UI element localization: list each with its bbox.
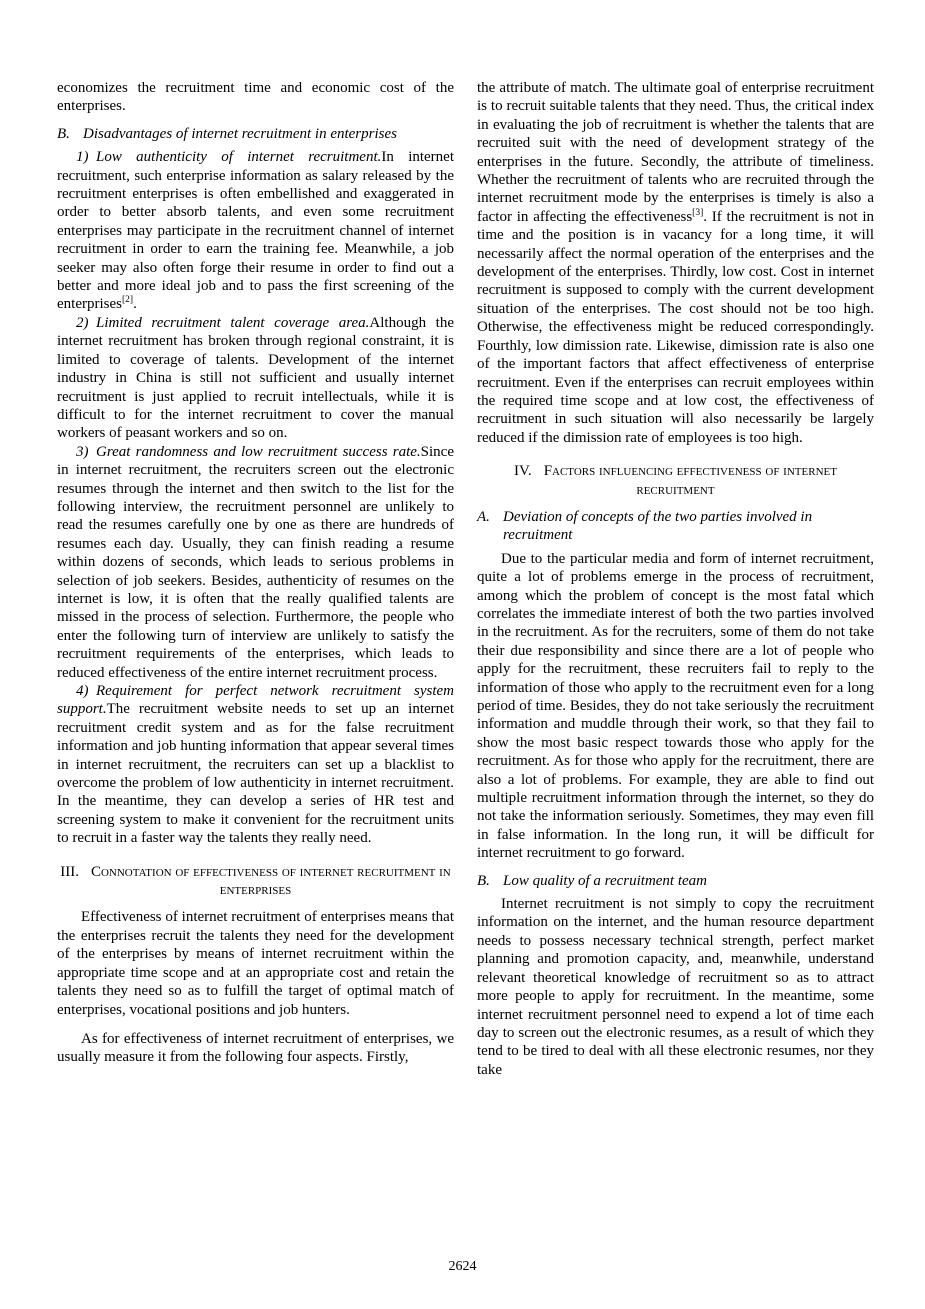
page-number: 2624 <box>448 1259 477 1274</box>
text-run: economizes the recruitment time and economic cost of the enterprises. <box>57 80 454 115</box>
section-number: III. <box>60 863 79 880</box>
subsection-title: Low quality of a recruitment team <box>503 872 708 889</box>
subsection-title: Disadvantages of internet recruitment in enterprises <box>83 125 397 142</box>
paragraph <box>477 550 874 863</box>
italic-run: 2) Limited recruitment talent coverage area. <box>76 314 370 331</box>
citation-superscript: [3] <box>692 207 704 218</box>
text-run: Although the internet recruitment has broken through regional constraint, it is limited to coverage of talents. Development of the internet industry in China is still not sufficient and usually internet recruitment is just applied to recruit intellectuals, while it is difficult to for the internet recruitment to cover the manual workers of peasant workers and so on. <box>57 314 454 442</box>
subsection-number: B. <box>57 125 70 142</box>
subsection-heading <box>57 125 454 143</box>
text-run: The recruitment website needs to set up an internet recruitment credit system and as for the false recruitment information and job hunting information that appear several times in internet recruitment, the recruiters can set up a blacklist to overcome the problem of low authenticity in internet recruitment. In the meantime, they can develop a series of HR test and screening system to make it convenient for the recruitment units to recruit in a faster way the talents they really need. <box>57 701 454 847</box>
subsection-heading <box>477 872 874 890</box>
right-column <box>477 79 874 1079</box>
text-run: Internet recruitment is not simply to copy the recruitment information on the internet, and the human resource department needs to possess necessary technical strength, perfect market planning and promotion capacity, and, meanwhile, understand relevant theoretical knowledge of recruitment so as to attract more people to apply for recruitment. In the meantime, some internet recruitment personnel need to expend a lot of time each day to screen out the electronic resumes, as a result of which they tend to be tired to deal with all these electronic resumes, nor they take <box>477 896 874 1078</box>
subsection-number: A. <box>477 508 490 525</box>
paragraph <box>57 908 454 1018</box>
paragraph <box>57 314 454 443</box>
subsection-heading <box>477 508 874 545</box>
citation-superscript: [2] <box>121 295 134 306</box>
paragraph <box>57 1030 454 1067</box>
text-run: the attribute of match. The ultimate goal of enterprise recruitment is to recruit suitable talents that they need. Thus, the critical index in evaluating the job of recruitment is whether the talents that are recruited suit with the need of development strategy of the enterprises in the future. Secondly, the attribute of timeliness. Whether the recruitment of talents who are recruited through the internet recruitment mode by the enterprises is timely is also a factor in affecting the effectiveness <box>477 80 874 225</box>
left-column <box>57 79 454 1067</box>
paragraph <box>57 79 454 116</box>
section-heading <box>57 863 454 900</box>
text-run: In internet recruitment, such enterprise information as salary released by the recruitment enterprises is often embellished and exaggerated in order to better absorb talents, and even some recruitment enterprises may participate in the recruitment channel of internet recruitment in order to earn the training fee. Meanwhile, a job seeker may also often forge their resume in order to find out a better and more ideal job and to pass the first screening of the enterprises <box>57 149 455 313</box>
paragraph <box>477 895 874 1079</box>
italic-run: 4) Requirement for perfect network recruitment system support. <box>57 683 454 718</box>
text-run: Since in internet recruitment, the recruiters screen out the electronic resumes through the internet and then switch to the list for the following interview, the recruitment personnel are unlikely to read the resumes carefully one by one as there are hundreds of resumes each day. Usually, they can finish reading a resume within dozens of seconds, which leads to serious problems in selection of job seekers. Besides, authenticity of resumes on the internet is low, it is often that the really qualified talents are missed in the process of selection. Furthermore, the people who enter the following turn of interview are unlikely to satisfy the recruitment requirements of the enterprises, which leads to reduced effectiveness of the entire internet recruitment process. <box>57 443 454 681</box>
italic-run: 1) Low authenticity of internet recruitment. <box>76 149 382 166</box>
text-run: Effectiveness of internet recruitment of enterprises means that the enterprises recruit the talents they need for the development of the enterprises by means of internet recruitment within the appropriate time scope and at an appropriate cost and retain the talents they need so as to fulfill the target of optimal match of enterprises, vocational positions and job hunters. <box>57 909 454 1018</box>
text-run: As for effectiveness of internet recruitment of enterprises, we usually measure it from the following four aspects. Firstly, <box>57 1030 454 1066</box>
section-heading <box>477 462 874 499</box>
subsection-number: B. <box>477 872 490 889</box>
italic-run: 3) Great randomness and low recruitment success rate. <box>76 443 421 460</box>
section-title: Factors influencing effectiveness of internet recruitment <box>543 463 837 498</box>
paragraph <box>477 79 874 447</box>
paragraph <box>57 682 454 848</box>
text-run: Due to the particular media and form of internet recruitment, quite a lot of problems emerge in the process of recruitment, among which the problem of concept is the most fatal which correlates the immediate interest of both the two parties involved in the recruitment. As for the recruiters, some of them do not take their due responsibility and since there are a lot of people who apply for the recruitment, these recruiters fail to reply to the information of those who apply to the recruitment even for a long period of time. Besides, they do not take seriously the recruitment information and muddle through their work, so that they fail to show the most basic respect towards those who apply for the recruitment. As for those who apply for the recruitment, there are also a lot of problems. For example, they are able to find out multiple recruitment information through the internet, so they do not take the information seriously. Sometimes, they may even fill in false information. In the long run, it will be difficult for internet recruitment to go forward. <box>477 550 874 862</box>
section-title: Connotation of effectiveness of internet recruitment in enterprises <box>90 863 451 899</box>
section-number: IV. <box>514 463 532 480</box>
subsection-title: Deviation of concepts of the two parties involved in recruitment <box>503 508 813 544</box>
text-run: . <box>133 296 137 313</box>
text-run: . If the recruitment is not in time and the position is in vacancy for a long time, it will necessarily affect the normal operation of the enterprises and the development of the enterprises. Thirdly, low cost. Cost in internet recruitment is supposed to comply with the current development situation of the enterprises. The cost should not be too high. Otherwise, the effectiveness might be reduced correspondingly. Fourthly, low dimission rate. Likewise, dimission rate is also one of the important factors that affect effectiveness of enterprise recruitment. Even if the enterprises can recruit employees within the required time scope and at low cost, the effectiveness of recruitment in such situation will also necessarily be largely reduced if the dimission rate of employees is too high. <box>477 208 874 446</box>
paragraph <box>57 148 454 314</box>
paragraph <box>57 443 454 682</box>
